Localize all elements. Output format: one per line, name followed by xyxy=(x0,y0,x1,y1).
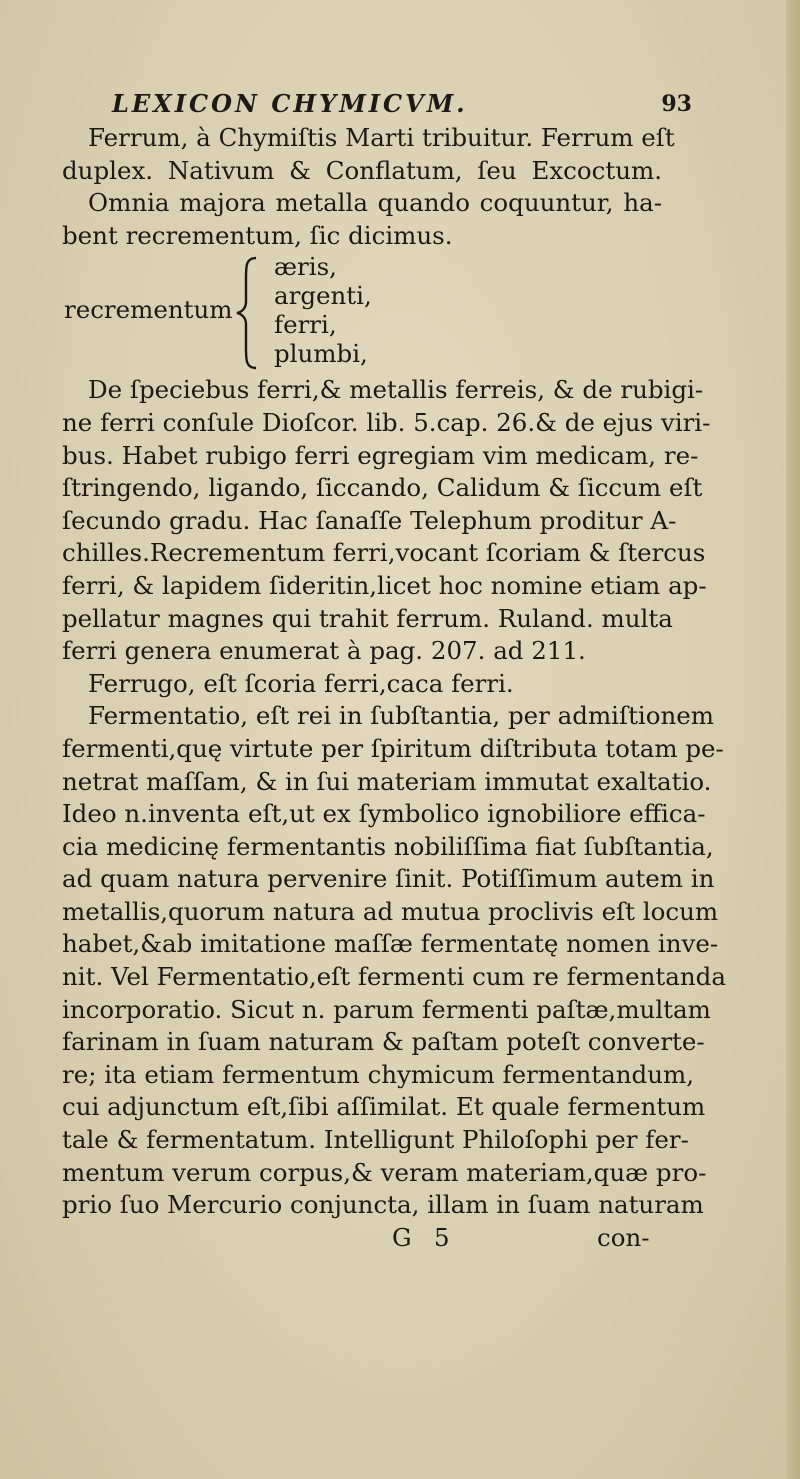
text-line: Fermentatio, eſt rei in ſubſtantia, per admiſtionem xyxy=(88,701,715,731)
text-line: Omnia majora metalla quando coquuntur, ha- xyxy=(88,188,662,218)
text-block xyxy=(62,88,726,1254)
page-edge xyxy=(786,0,800,1479)
paragraph-ferrum xyxy=(62,122,675,252)
text-line: De ſpeciebus ferri,& metallis ferreis, & de rubigi- xyxy=(88,375,704,405)
text-line: bus. Habet rubigo ferri egregiam vim medicam, re- xyxy=(62,440,699,470)
signature-mark: G xyxy=(392,1222,412,1252)
text-line: fermenti,quę virtute per ſpiritum diſtributa totam pe- xyxy=(62,733,724,763)
text-line: Ferrugo, eſt ſcoria ferri,caca ferri. xyxy=(88,668,514,698)
text-line: netrat maſſam, & in ſui materiam immutat exaltatio. xyxy=(62,766,712,796)
text-line: cui adjunctum eſt,ſibi aſſimilat. Et quale fermentum xyxy=(62,1092,706,1122)
brace-items xyxy=(274,252,372,368)
text-line: re; ita etiam fermentum chymicum fermentandum, xyxy=(62,1059,694,1089)
text-line: duplex. Nativum & Conflatum, ſeu Excoctum. xyxy=(62,155,662,185)
text-line: incorporatio. Sicut n. parum fermenti paſtæ,multam xyxy=(62,994,711,1024)
page-number: 93 xyxy=(661,91,692,117)
curly-brace-icon xyxy=(234,256,260,370)
text-line: ſtringendo, ligando, ſiccando, Calidum & ſiccum eſt xyxy=(62,473,703,503)
brace-item: plumbi, xyxy=(274,339,368,369)
paragraphs-main xyxy=(62,374,726,1221)
brace-label: recrementum xyxy=(64,295,233,325)
brace-item: æris, xyxy=(274,252,337,282)
text-line: ne ferri conſule Dioſcor. lib. 5.cap. 26.& de ejus viri- xyxy=(62,407,711,437)
text-line: nit. Vel Fermentatio,eſt fermenti cum re fermentanda xyxy=(62,962,726,992)
text-line: ferri, & lapidem ſideritin,licet hoc nomine etiam ap- xyxy=(62,570,707,600)
text-line: tale & fermentatum. Intelligunt Philoſophi per fer- xyxy=(62,1125,689,1155)
text-line: cia medicinę fermentantis nobiliſſima fiat ſubſtantia, xyxy=(62,831,714,861)
brace-item: ferri, xyxy=(274,310,337,340)
header-line xyxy=(62,88,692,122)
text-line: ferri genera enumerat à pag. 207. ad 211. xyxy=(62,636,586,666)
text-line: Ideo n.inventa eſt,ut ex ſymbolico ignobiliore effica- xyxy=(62,799,706,829)
signature-number: 5 xyxy=(434,1222,450,1252)
text-line: ſecundo gradu. Hac ſanaſſe Telephum proditur A- xyxy=(62,505,677,535)
text-line: pellatur magnes qui trahit ferrum. Ruland. multa xyxy=(62,603,673,633)
text-line: mentum verum corpus,& veram materiam,quæ pro- xyxy=(62,1157,707,1187)
text-line: metallis,quorum natura ad mutua proclivis eſt locum xyxy=(62,896,719,926)
signature-line xyxy=(62,1222,662,1254)
brace-item: argenti, xyxy=(274,281,372,311)
text-line: habet,&ab imitatione maſſæ fermentatę nomen inve- xyxy=(62,929,719,959)
text-line: ad quam natura pervenire ſinit. Potiſſimum autem in xyxy=(62,864,715,894)
text-line: bent recrementum, ſic dicimus. xyxy=(62,220,453,250)
text-line: prio ſuo Mercurio conjuncta, illam in ſuam naturam xyxy=(62,1190,704,1220)
recrementum-brace-table xyxy=(62,252,662,374)
text-line: farinam in ſuam naturam & paſtam poteſt converte- xyxy=(62,1027,705,1057)
text-line: chilles.Recrementum ferri,vocant ſcoriam & ſtercus xyxy=(62,538,706,568)
catchword: con- xyxy=(597,1222,650,1252)
running-head: LEXICON CHYMICVM. xyxy=(112,89,468,118)
text-line: Ferrum, à Chymiſtis Marti tribuitur. Ferrum eſt xyxy=(88,123,675,152)
